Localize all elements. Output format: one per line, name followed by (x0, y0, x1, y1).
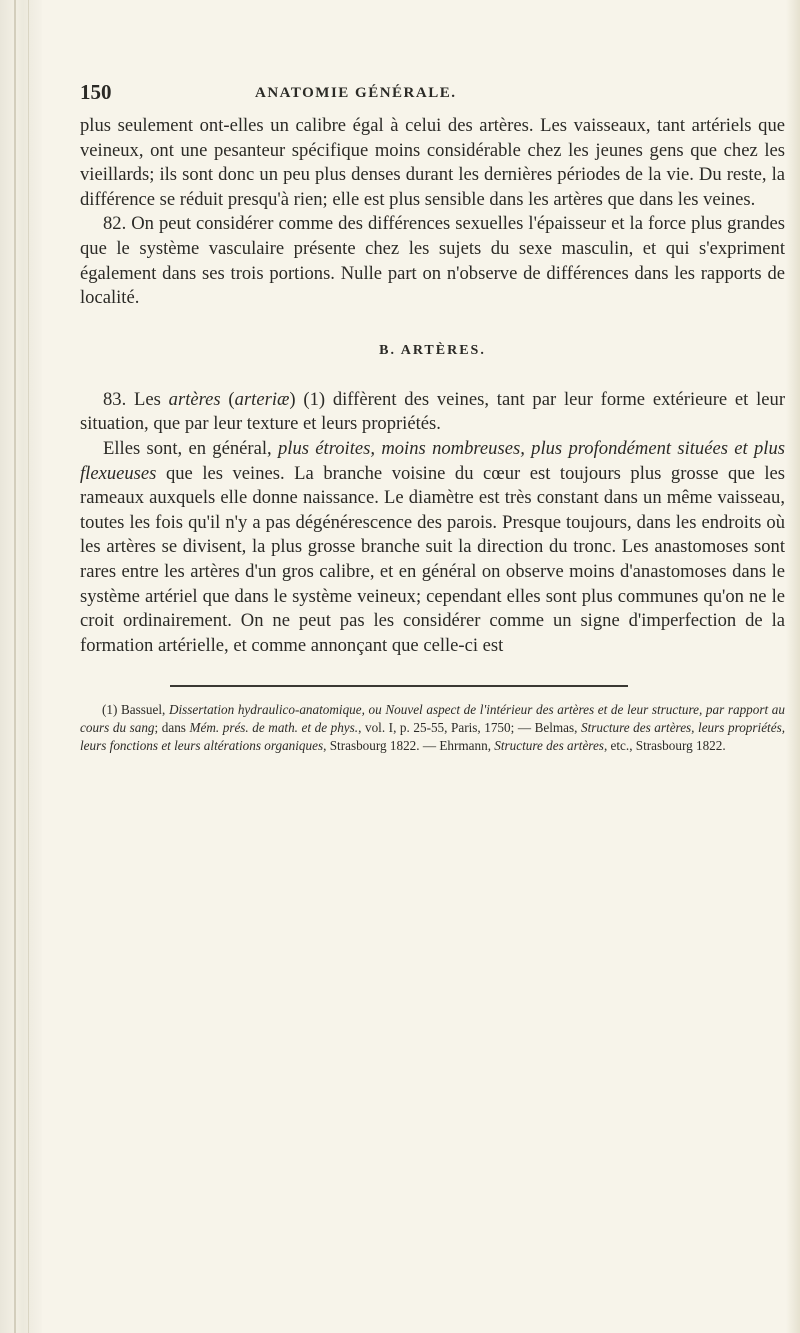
italic-phrase: plus étroites, moins nombreuses, plus profondément situées et plus flexueuses (80, 437, 786, 484)
italic-term: artères (168, 388, 221, 410)
book-binding-gutter (0, 0, 42, 1333)
running-title: ANATOMIE GÉNÉRALE. (255, 85, 457, 101)
paragraph-arteries-description (80, 437, 785, 658)
gutter-line (14, 0, 16, 1333)
section-heading-arteres: B. ARTÈRES. (379, 342, 486, 358)
running-head (80, 80, 785, 110)
citation-title: Structure des artères, leurs propriétés, leurs fonctions et leurs altérations organiques (80, 720, 785, 753)
text-run: ( (220, 388, 235, 410)
text-run: (1) Bassuel, (102, 702, 169, 718)
text-run: que les veines. La branche voisine du cœur est toujours plus grosse que les rameaux auxquels elle donne naissance. Le diamètre est très constant dans un même vaisseau, toutes les fois qu'il n'y a pas dégénérescence des parois. Presque toujours, dans les endroits où les artères se divisent, la plus grosse branche suit la direction du tronc. Les anastomoses sont rares entre les artères d'un gros calibre, et en général on observe moins d'anastomoses dans le système artériel que dans le système veineux; cependant elles sont plus communes qu'on ne le croit ordinairement. On ne peut pas les considérer comme un signe d'imperfection de la formation artérielle, et comme annonçant que celle-ci est (80, 462, 785, 656)
text-run: Elles sont, en général, (103, 437, 278, 459)
footnotes (80, 701, 785, 754)
page-edge-shadow (786, 0, 800, 1333)
text-run: , Strasbourg 1822. — Ehrmann, (323, 737, 495, 753)
footnote-1 (80, 701, 785, 754)
paragraph-83 (80, 388, 785, 437)
gutter-line (28, 0, 29, 1333)
italic-term: arteriæ (234, 388, 290, 410)
footnote-rule (170, 685, 628, 687)
citation-title: Mém. prés. de math. et de phys. (189, 720, 359, 736)
paragraph-82: 82. On peut considérer comme des différences sexuelles l'épaisseur et la force plus grandes que le système vasculaire présente chez les sujets du sexe masculin, et qui s'expriment également dans ses trois portions. Nulle part on n'observe de différences dans les rapports de localité. (80, 213, 785, 309)
text-run: , vol. I, p. 25-55, Paris, 1750; — Belmas, (358, 720, 582, 736)
text-run: , etc., Strasbourg 1822. (603, 737, 726, 753)
text-run: ) (1) diffèrent des veines, tant par leur forme extérieure et leur situation, que par leur texture et leurs propriétés. (80, 388, 786, 435)
text-run: ; dans (154, 720, 190, 736)
page-number: 150 (80, 80, 112, 104)
text-run: 83. Les (103, 388, 169, 410)
book-page (80, 80, 785, 755)
citation-title: Dissertation hydraulico-anatomique, ou Nouvel aspect de l'intérieur des artères et de leur structure, par rapport au cours du sang (80, 702, 785, 736)
citation-title: Structure des artères (494, 737, 604, 753)
paragraph-continuation: plus seulement ont-elles un calibre égal à celui des artères. Les vaisseaux, tant artériels que veineux, ont une pesanteur spécifique moins considérable chez les jeunes gens que chez les vieillards; ils sont donc un peu plus denses durant les dernières périodes de la vie. Du reste, la différence se réduit presqu'à rien; elle est plus sensible dans les artères que dans les veines. (80, 115, 785, 210)
